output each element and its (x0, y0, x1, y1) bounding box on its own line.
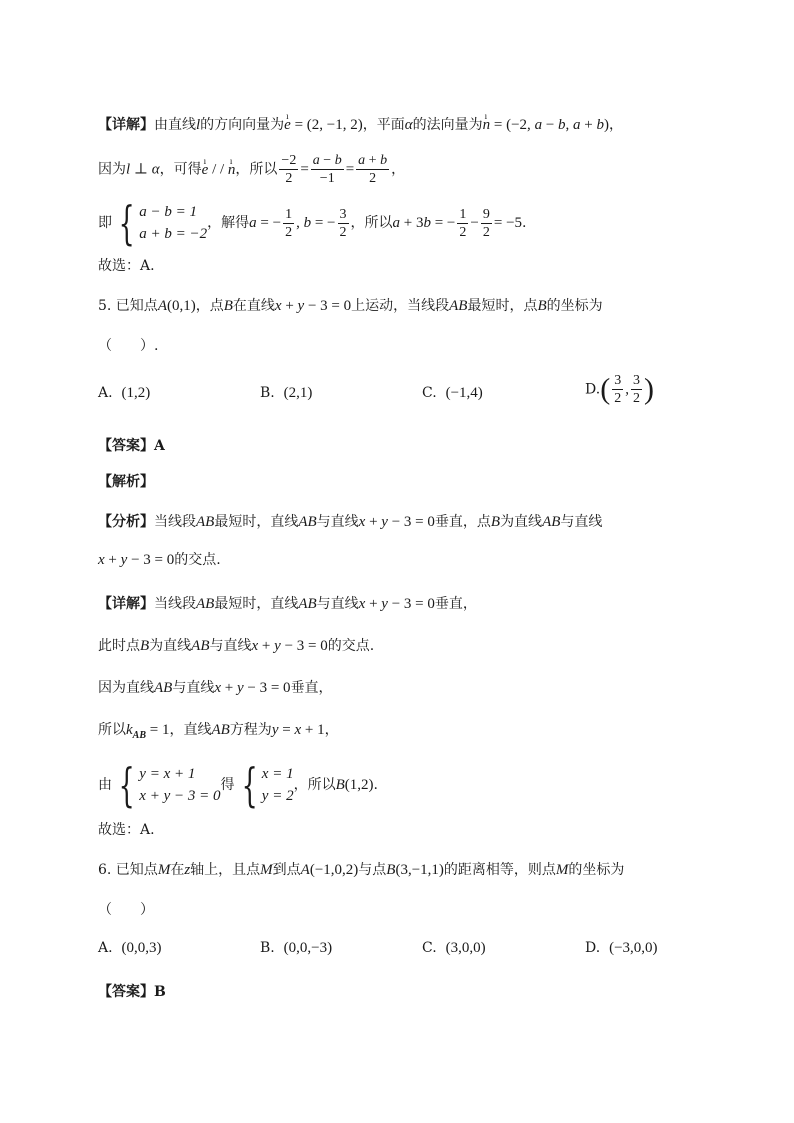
q5-xiangjie-line-4: 所以$k_{AB} = 1$，直线AB方程为y = x + 1， (98, 722, 339, 741)
detail-label: 【详解】 (98, 117, 154, 133)
q5-xiangjie-line-5: 由 { y = x + 1 x + y − 3 = 0 得 { x = 1 y = 2 ，所以B(1,2). (98, 758, 378, 812)
q5-fenxi-line-1: 【分析】当线段AB最短时，直线AB与直线x + y − 3 = 0垂直，点B为直线AB与直线 (98, 514, 603, 530)
q5-blank: （ ）. (98, 338, 159, 354)
q5-answer: 【答案】A (98, 438, 165, 454)
q6-option-a: A. (0,0,3) (98, 940, 162, 956)
q6-option-d: D. (−3,0,0) (585, 940, 658, 956)
q6-option-b: B. (0,0,−3) (260, 940, 333, 956)
q5-option-c: C. (−1,4) (422, 385, 483, 401)
q5-stem: 5. 已知点A(0,1)，点B在直线x + y − 3 = 0上运动，当线段AB最短时，点B的坐标为 (98, 298, 603, 314)
detail-line-3: 即 { a − b = 1 a + b = −2 ，解得a = − $\frac{1}{2}$ , b = − $\frac{3}{2}$ ，所以a + 3b = − $\frac{1}{2}$ − $\frac{9}{2}$ = −5. (98, 196, 527, 250)
q5-xiangjie-line-3: 因为直线AB与直线x + y − 3 = 0垂直， (98, 680, 333, 696)
detail-line-2: 因为l ⊥ α，可得ı e / / ı n，所以 $\frac{-2}{2}$ = $\frac{a - b}{-1}$ = $\frac{a + b}{2}$ ， (98, 152, 405, 187)
q5-analysis-label: 【解析】 (98, 474, 154, 490)
q6-stem: 6. 已知点M在z轴上，且点M到点A(−1,0,2)与点B(3,−1,1)的距离相等，则点M的坐标为 (98, 862, 625, 878)
q5-option-b: B. (2,1) (260, 385, 313, 401)
q5-xiangjie-line-1: 【详解】当线段AB最短时，直线AB与直线x + y − 3 = 0垂直， (98, 596, 477, 612)
q5-option-d: D.( $\frac{3}{2}$ , $\frac{3}{2}$ ) (585, 372, 654, 406)
q5-fenxi-line-2: x + y − 3 = 0的交点. (98, 552, 221, 568)
q6-option-c: C. (3,0,0) (422, 940, 486, 956)
q5-option-a: A. (1,2) (98, 385, 151, 401)
q5-xiangjie-line-2: 此时点B为直线AB与直线x + y − 3 = 0的交点. (98, 638, 375, 654)
answer-choice-1: 故选：A. (98, 258, 155, 274)
q6-answer: 【答案】B (98, 984, 166, 1000)
answer-choice-2: 故选：A. (98, 822, 155, 838)
q6-blank: （ ） (98, 902, 154, 918)
detail-line-1: 【详解】由直线l的方向向量为ı e = (2, −1, 2)，平面α的法向量为ı n = (−2, a − b, a + b)， (98, 115, 623, 135)
